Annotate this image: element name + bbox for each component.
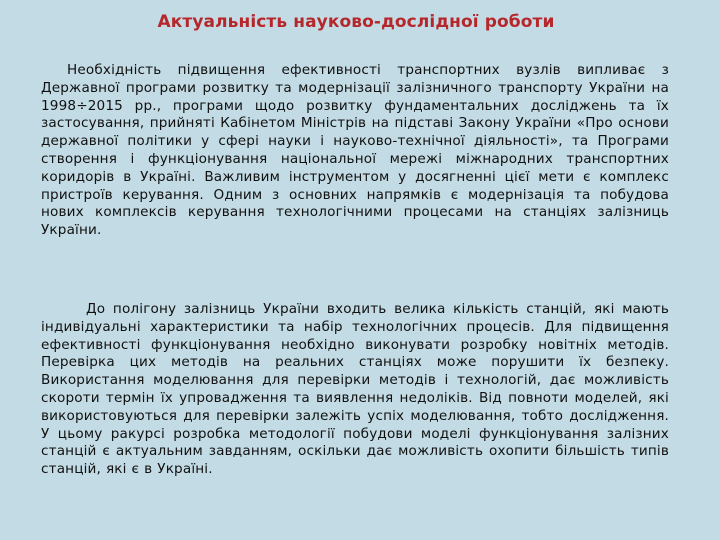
slide-title <box>0 12 720 32</box>
slide-title-text: Актуальність науково-дослідної роботи <box>157 12 555 32</box>
paragraph-modeling: До полігону залізниць України входить велика кількість станцій, які мають індивідуальні характеристики та набір технологічних процесів. Для підвищення ефективності функціонування необхідно виконувати розробку новітніх методів. Перевірка цих методів на реальних станціях може порушити їх безпеку. Використання моделювання для перевірки методів і технологій, дає можливість скороти термін їх упровадження та виявлення недоліків. Від повноти моделей, які використовуються для перевірки залежіть успіх моделювання, тобто дослідження. У цьому ракурсі розробка методології побудови моделі функціонування залізних станцій є актуальним завданням, оскільки дає можливість охопити більшість типів станцій, які є в Україні. <box>41 301 669 478</box>
paragraph-relevance: Необхідність підвищення ефективності транспортних вузлів випливає з Державної програми розвитку та модернізації залізничного транспорту України на 1998÷2015 рр., програми щодо розвитку фундаментальних досліджень та їх застосування, прийняті Кабінетом Міністрів на підставі Закону України «Про основи державної політики у сфері науки і науково-технічної діяльності», та Програми створення і функціонування національної мережі міжнародних транспортних коридорів в Україні. Важливим інструментом у досягненні цієї мети є комплекс пристроїв керування. Одним з основних напрямків є модернізація та побудова нових комплексів керування технологічними процесами на станціях залізниць України. <box>41 62 669 239</box>
